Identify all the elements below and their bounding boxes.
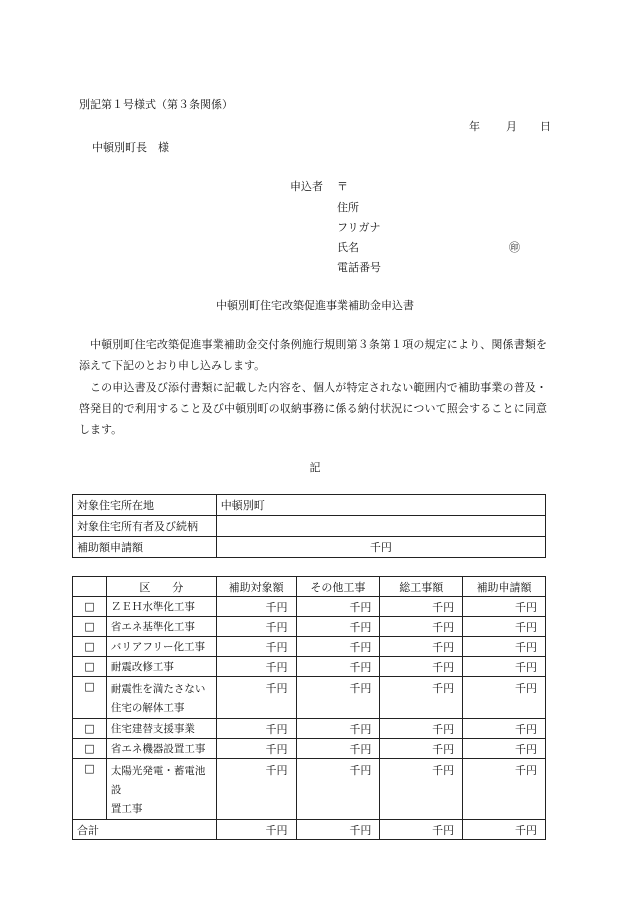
row-unit[interactable]: 千円 — [380, 719, 463, 739]
row-unit[interactable]: 千円 — [296, 617, 380, 637]
table-row — [73, 657, 546, 677]
amount-label: 補助額申請額 — [73, 537, 217, 558]
row-unit[interactable]: 千円 — [216, 739, 296, 759]
table-row — [73, 719, 546, 739]
row-unit[interactable]: 千円 — [463, 719, 546, 739]
info-row-amount — [73, 537, 546, 558]
owner-value[interactable] — [216, 516, 545, 537]
location-value[interactable]: 中頓別町 — [216, 495, 545, 516]
row-unit[interactable]: 千円 — [380, 597, 463, 617]
row-unit[interactable]: 千円 — [216, 617, 296, 637]
info-row-owner — [73, 516, 546, 537]
row-unit[interactable]: 千円 — [463, 617, 546, 637]
table-row — [73, 637, 546, 657]
row-category: バリアフリー化工事 — [106, 637, 216, 657]
row-unit[interactable]: 千円 — [296, 597, 380, 617]
seal-mark: ㊞ — [509, 241, 520, 254]
postal-mark: 〒 — [337, 180, 348, 193]
total-unit[interactable]: 千円 — [296, 820, 380, 840]
total-row — [73, 820, 546, 840]
row-checkbox[interactable]: □ — [73, 719, 107, 739]
row-category-line: 太陽光発電・蓄電池設 — [110, 765, 206, 796]
form-header: 別記第１号様式（第３条関係） — [79, 98, 233, 111]
work-table — [72, 576, 546, 840]
row-checkbox[interactable]: □ — [73, 739, 107, 759]
amount-unit[interactable]: 千円 — [216, 537, 545, 558]
row-unit[interactable]: 千円 — [216, 597, 296, 617]
furigana-label: フリガナ — [337, 221, 381, 234]
row-checkbox[interactable]: □ — [73, 657, 107, 677]
table-row — [73, 739, 546, 759]
addressee: 中頓別町長 様 — [92, 141, 169, 154]
row-unit[interactable]: 千円 — [216, 759, 296, 820]
header-other-work: その他工事 — [296, 577, 380, 597]
row-unit[interactable]: 千円 — [380, 637, 463, 657]
paragraph-1: 中頓別町住宅改築促進事業補助金交付条例施行規則第３条第１項の規定により、関係書類を添えて下記のとおり申し込みします。 — [79, 338, 547, 372]
header-subsidy-request: 補助申請額 — [463, 577, 546, 597]
date-year: 年 — [469, 120, 480, 133]
row-category: 耐震改修工事 — [106, 657, 216, 677]
row-unit[interactable]: 千円 — [380, 759, 463, 820]
header-checkbox-col — [73, 577, 107, 597]
row-category: ＺＥＨ水準化工事 — [106, 597, 216, 617]
row-category — [106, 759, 216, 820]
row-unit[interactable]: 千円 — [296, 657, 380, 677]
row-checkbox[interactable]: □ — [73, 597, 107, 617]
table-row — [73, 617, 546, 637]
total-unit[interactable]: 千円 — [463, 820, 546, 840]
row-unit[interactable]: 千円 — [380, 617, 463, 637]
row-unit[interactable]: 千円 — [216, 677, 296, 719]
ki-mark: 記 — [309, 461, 321, 474]
address-label: 住所 — [337, 201, 359, 214]
row-unit[interactable]: 千円 — [463, 677, 546, 719]
row-category-line: 耐震性を満たさない — [110, 683, 206, 695]
info-row-location — [73, 495, 546, 516]
name-label: 氏名 — [337, 241, 359, 254]
row-unit[interactable]: 千円 — [216, 657, 296, 677]
row-unit[interactable]: 千円 — [296, 637, 380, 657]
paragraph-2: この申込書及び添付書類に記載した内容を、個人が特定されない範囲内で補助事業の普及・啓発目的で利用すること及び中頓別町の収納事務に係る納付状況について照会することに同意します。 — [79, 381, 547, 436]
date-day: 日 — [540, 120, 551, 133]
row-checkbox[interactable]: □ — [73, 759, 107, 820]
row-unit[interactable]: 千円 — [463, 657, 546, 677]
row-category: 省エネ基準化工事 — [106, 617, 216, 637]
owner-label: 対象住宅所有者及び続柄 — [73, 516, 217, 537]
row-checkbox[interactable]: □ — [73, 637, 107, 657]
header-category: 区 分 — [106, 577, 216, 597]
table-row — [73, 597, 546, 617]
row-checkbox[interactable]: □ — [73, 677, 107, 719]
row-unit[interactable]: 千円 — [463, 739, 546, 759]
date-month: 月 — [506, 120, 517, 133]
row-unit[interactable]: 千円 — [380, 657, 463, 677]
row-unit[interactable]: 千円 — [296, 719, 380, 739]
location-label: 対象住宅所在地 — [73, 495, 217, 516]
total-label: 合計 — [73, 820, 217, 840]
info-table — [72, 494, 546, 558]
row-checkbox[interactable]: □ — [73, 617, 107, 637]
row-unit[interactable]: 千円 — [296, 759, 380, 820]
work-table-header — [73, 577, 546, 597]
table-row — [73, 759, 546, 820]
header-subsidy-target: 補助対象額 — [216, 577, 296, 597]
row-unit[interactable]: 千円 — [216, 637, 296, 657]
applicant-label: 申込者 — [290, 180, 323, 193]
document-title: 中頓別町住宅改築促進事業補助金申込書 — [216, 299, 414, 312]
total-unit[interactable]: 千円 — [216, 820, 296, 840]
table-row — [73, 677, 546, 719]
row-unit[interactable]: 千円 — [216, 719, 296, 739]
row-category-line: 置工事 — [110, 803, 143, 815]
row-unit[interactable]: 千円 — [296, 677, 380, 719]
total-unit[interactable]: 千円 — [380, 820, 463, 840]
header-total-work: 総工事額 — [380, 577, 463, 597]
phone-label: 電話番号 — [337, 261, 381, 274]
row-unit[interactable]: 千円 — [296, 739, 380, 759]
row-category: 住宅建替支援事業 — [106, 719, 216, 739]
row-category — [106, 677, 216, 719]
row-unit[interactable]: 千円 — [380, 739, 463, 759]
row-unit[interactable]: 千円 — [463, 597, 546, 617]
row-unit[interactable]: 千円 — [380, 677, 463, 719]
row-unit[interactable]: 千円 — [463, 759, 546, 820]
row-category-line: 住宅の解体工事 — [110, 702, 185, 714]
row-unit[interactable]: 千円 — [463, 637, 546, 657]
row-category: 省エネ機器設置工事 — [106, 739, 216, 759]
